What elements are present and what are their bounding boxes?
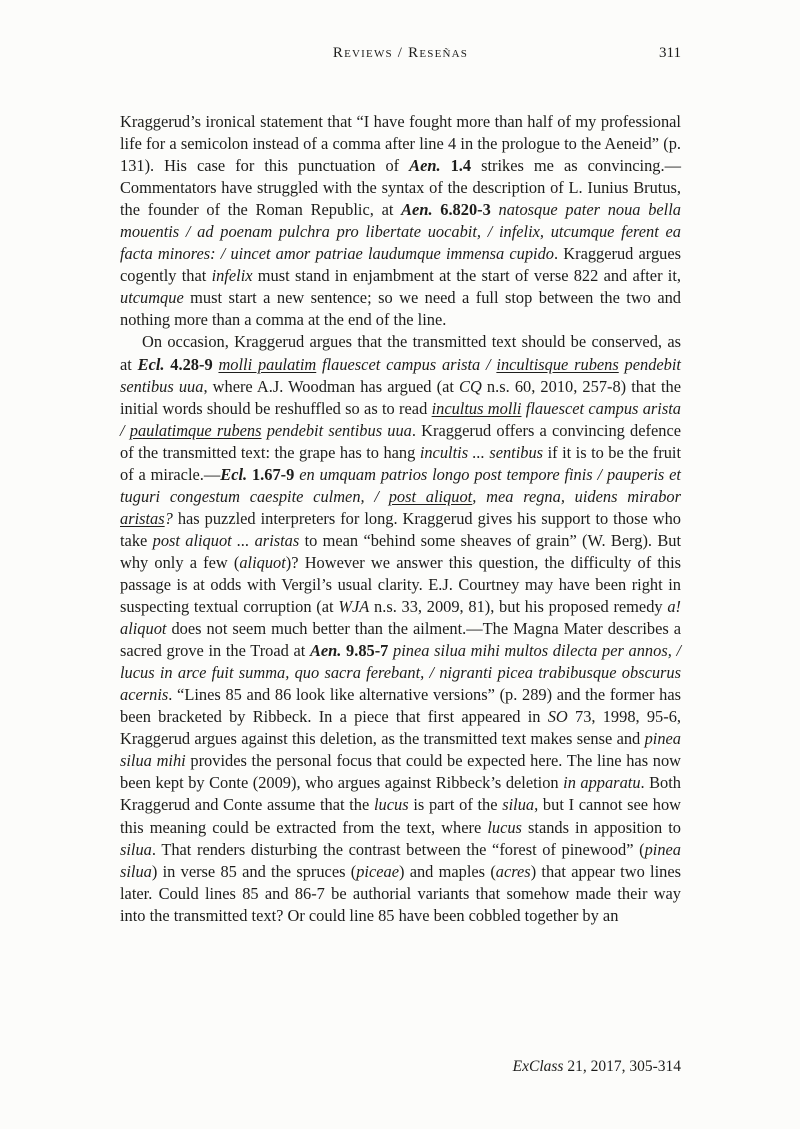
text-run: lucus	[487, 817, 522, 837]
text-run: incultus molli	[431, 398, 522, 418]
text-run: flauescet campus arista /	[316, 354, 497, 374]
text-run: Ecl.	[137, 354, 165, 374]
text-run: to mean “behind some sheaves of grain” (W. Berg). But why only a few (	[120, 530, 682, 572]
page-number: 311	[659, 45, 681, 61]
text-run: Aen.	[401, 200, 433, 220]
text-run: Aen.	[309, 641, 342, 661]
text-run: . Kraggerud argues cogently that	[120, 244, 682, 286]
text-run: paulatimque rubens	[129, 420, 262, 440]
text-run: stands in apposition to	[521, 817, 681, 837]
text-run: WJA	[338, 597, 370, 617]
text-run: , but I cannot see how this meaning could be extracted from the text, where	[120, 795, 681, 837]
text-run: molli paulatim	[218, 354, 317, 374]
text-run: . “Lines 85 and 86 look like alternative versions” (p. 289) and the former has been bracketed by Ribbeck. In a piece that first appeared in	[120, 685, 681, 727]
text-run: On occasion, Kraggerud argues that the transmitted text should be conserved, as at	[120, 332, 681, 374]
text-run: Kraggerud’s ironical statement that “I have fought more than half of my professional life for a semicolon instead of a comma after line 4 in the prologue to the Aeneid” (p. 131). His case for this punctuation of	[120, 112, 681, 176]
text-run: utcumque	[120, 288, 184, 308]
text-run: strikes me as convincing.—Commentators have struggled with the syntax of the description of L. Iunius Brutus, the founder of the Roman Republic, at	[120, 156, 681, 220]
text-run: , where A.J. Woodman has argued (at	[203, 376, 460, 396]
paragraph	[120, 331, 681, 926]
text-run: n.s. 33, 2009, 81), but his proposed remedy	[369, 597, 668, 617]
text-run: 6.820-3	[432, 200, 491, 220]
paragraph	[120, 111, 681, 331]
text-run: must start a new sentence; so we need a full stop between the two and nothing more than a comma at the end of the line.	[120, 288, 681, 330]
text-run: pinea silua mihi	[120, 729, 681, 771]
text-run: ) and maples (	[398, 861, 496, 881]
journal-citation	[513, 1058, 681, 1075]
text-run: does not seem much better than the ailment.—The Magna Mater describes a sacred grove in the Troad at	[120, 619, 681, 661]
text-run: must stand in enjambment at the start of verse 822 and after it,	[252, 266, 682, 286]
text-run: aliquot	[239, 552, 286, 572]
text-run: 1.67-9	[247, 464, 295, 484]
text-run: n.s. 60, 2010, 257-8) that the initial words should be reshuffled so as to read	[120, 376, 681, 418]
text-run: ExClass	[512, 1058, 564, 1075]
text-run: silua	[120, 839, 152, 859]
text-run: incultisque rubens	[496, 354, 619, 374]
text-run: natosque pater noua bella mouentis / ad poenam pulchra pro libertate uocabit, / infelix, utcumque ferent ea facta minores: / uincet amor patriae laudumque immensa cupido	[120, 200, 681, 264]
text-run: )? However we answer this question, the difficulty of this passage is at odds with Vergil’s usual clarity. E.J. Courtney may have been right in suspecting textual corruption (at	[120, 552, 682, 617]
text-run: pinea silua	[120, 839, 681, 881]
text-run: pendebit sentibus uua	[120, 354, 681, 396]
text-run: en umquam patrios longo post tempore finis / pauperis et tuguri congestum caespite culmen, /	[120, 464, 681, 506]
text-run: acres	[495, 861, 531, 881]
text-run: silua	[502, 795, 535, 815]
text-run: lucus	[374, 795, 409, 815]
text-run: provides the personal focus that could be expected here. The line has now been kept by Conte (2009), who argues against Ribbeck’s deletion	[120, 751, 681, 793]
text-run: Aen.	[409, 156, 441, 176]
text-run: has puzzled interpreters for long. Kraggerud gives his support to those who take	[120, 508, 681, 550]
text-run: post aliquot	[388, 486, 473, 506]
text-run: Ecl.	[220, 464, 248, 484]
article-body	[120, 111, 681, 927]
text-run: . Kraggerud offers a convincing defence of the transmitted text: the grape has to hang	[120, 420, 681, 462]
text-run: is part of the	[408, 795, 503, 815]
text-run: if it is to be the fruit of a miracle.—	[120, 442, 681, 484]
text-run: aristas	[120, 508, 165, 528]
text-run: 21, 2017, 305-314	[563, 1058, 681, 1075]
text-run: pinea silua mihi multos dilecta per annos, / lucus in arce fuit summa, quo sacra ferebant, / nigranti picea trabibusque obscurus acernis	[120, 641, 681, 705]
text-run: a! aliquot	[120, 597, 681, 639]
text-run: pendebit sentibus uua	[261, 420, 412, 440]
text-run: . Both Kraggerud and Conte assume that the	[120, 773, 682, 815]
text-run: flauescet campus arista /	[120, 398, 681, 440]
text-run: post aliquot ... aristas	[152, 530, 300, 550]
text-run: in apparatu	[563, 773, 641, 793]
text-run: ?	[164, 508, 173, 528]
text-run: . That renders disturbing the contrast between the “forest of pinewood” (	[151, 839, 645, 859]
running-head: Reviews / Reseñas	[332, 45, 469, 61]
text-run: ) that appear two lines later. Could lines 85 and 86-7 be authorial variants that somehow made their way into the transmitted text? Or could line 85 have been cobbled together by an	[120, 861, 681, 925]
text-run: incultis ... sentibus	[419, 442, 544, 462]
text-run: piceae	[356, 861, 399, 881]
text-run: 1.4	[440, 156, 472, 176]
text-run: SO	[547, 707, 568, 727]
text-run: infelix	[211, 266, 253, 286]
text-run: 9.85-7	[341, 641, 389, 661]
page-footer	[120, 1058, 681, 1076]
text-run: ) in verse 85 and the spruces (	[151, 861, 357, 881]
text-run: 73, 1998, 95-6, Kraggerud argues against this deletion, as the transmitted text makes sense and	[120, 707, 681, 749]
text-run: , mea regna, uidens mirabor	[472, 486, 681, 506]
text-run: 4.28-9	[164, 354, 213, 374]
page-header	[120, 45, 681, 62]
text-run: CQ	[459, 376, 482, 396]
